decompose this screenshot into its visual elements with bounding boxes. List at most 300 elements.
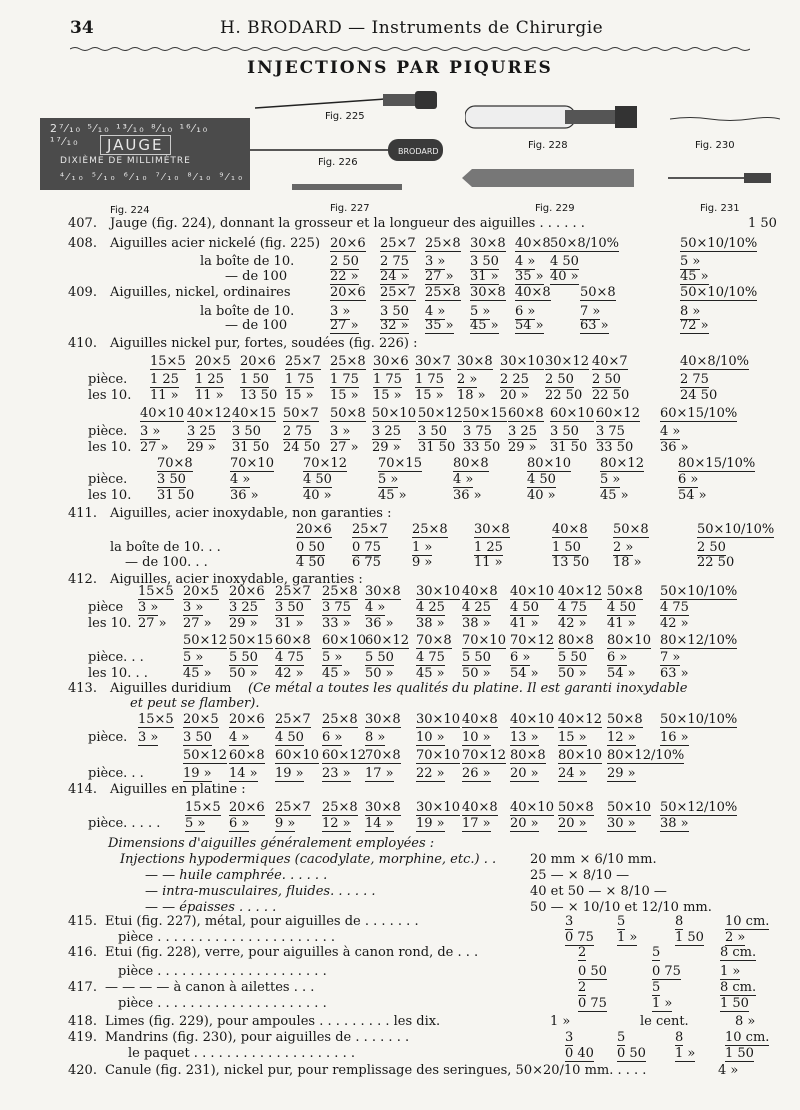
price-cell: 2 25 [500, 372, 529, 387]
size-cell: 30×12 [545, 354, 589, 369]
price-cell: 19 » [183, 766, 212, 781]
price-cell: 4 » [515, 254, 536, 269]
unit-label: les 10. [88, 388, 132, 403]
fig-226-label: Fig. 226 [318, 157, 358, 168]
price-cell: 18 » [457, 388, 486, 403]
size-cell: 80×10 [558, 748, 602, 763]
price-cell: 45 » [378, 488, 407, 503]
price-cell: 45 » [470, 318, 499, 333]
price-cell: 29 » [607, 766, 636, 781]
price-cell: 1 25 [474, 540, 503, 555]
price-cell: 45 » [680, 269, 709, 284]
fig-231-label: Fig. 231 [700, 203, 740, 214]
price-cell: 3 » [183, 600, 204, 615]
fig-230-label: Fig. 230 [695, 140, 735, 151]
unit-label: pièce. . . . . [88, 816, 161, 831]
price-cell: 0 50 [578, 964, 607, 979]
price-cell: 6 » [510, 650, 531, 665]
price-cell: 15 » [373, 388, 402, 403]
item-price: 4 » [718, 1063, 739, 1078]
item-description: Jauge (fig. 224), donnant la grosseur et la longueur des aiguilles . . . . . . [110, 216, 585, 231]
price-cell: 4 » [660, 424, 681, 439]
price-cell: 33 50 [596, 440, 634, 455]
price-cell: 41 » [607, 616, 636, 631]
price-cell: 0 75 [652, 964, 681, 979]
price-cell: 5 50 [558, 650, 587, 665]
size-cell: 70×10 [416, 748, 460, 763]
item-number: 418. [68, 1014, 97, 1029]
size-cell: 40×12 [558, 712, 602, 727]
item-number: 410. [68, 336, 97, 351]
price-cell: 4 50 [607, 600, 636, 615]
size-cell: 60×12 [365, 633, 409, 648]
price-cell: 15 » [558, 730, 587, 745]
unit-label: — de 100 [225, 318, 288, 333]
price-cell: 38 » [660, 816, 689, 831]
item-number: 412. [68, 572, 97, 587]
price-cell: 31 50 [232, 440, 270, 455]
price-cell: 27 » [140, 440, 169, 455]
size-cell: 60×8 [508, 406, 544, 421]
price-cell: 42 » [558, 616, 587, 631]
price-cell: 3 » [138, 730, 159, 745]
price-cell: 1 50 [240, 372, 269, 387]
size-cell: 5 [652, 945, 661, 960]
price-cell: 13 50 [552, 555, 590, 570]
price-cell: 27 » [330, 440, 359, 455]
price-cell: 4 50 [303, 472, 332, 487]
price-cell: 3 50 [183, 730, 212, 745]
size-cell: 50×10 [607, 800, 651, 815]
price-cell: 2 50 [330, 254, 359, 269]
price-cell: 36 » [453, 488, 482, 503]
price-cell: 36 » [230, 488, 259, 503]
size-cell: 25×7 [275, 584, 311, 599]
size-cell: 20×6 [229, 800, 265, 815]
price-cell: 5 » [378, 472, 399, 487]
item-number: 411. [68, 506, 97, 521]
size-cell: 5 [617, 914, 626, 929]
size-cell: 50×8 [330, 406, 366, 421]
price-cell: 54 » [607, 666, 636, 681]
dimension-size: 20 mm × 6/10 mm. [530, 852, 657, 867]
size-cell: 80×12/10% [607, 748, 685, 763]
size-cell: 25×7 [275, 800, 311, 815]
item-description: Etui (fig. 228), verre, pour aiguilles à canon rond, de . . . [105, 945, 479, 960]
price-cell: 45 » [183, 666, 212, 681]
size-cell: 40×8 [462, 800, 498, 815]
size-cell: 20×6 [330, 236, 366, 251]
size-cell: 50×8 [558, 800, 594, 815]
fig226-brand: BRODARD [398, 147, 439, 156]
price-cell: 9 » [412, 555, 433, 570]
fig-228-label: Fig. 228 [528, 140, 568, 151]
size-cell: 70×15 [378, 456, 422, 471]
price-cell: 27 » [425, 269, 454, 284]
price-cell: 9 » [275, 816, 296, 831]
price-cell: 27 » [183, 616, 212, 631]
price-cell: 26 » [462, 766, 491, 781]
size-cell: 25×7 [380, 285, 416, 300]
size-cell: 50×10/10% [680, 236, 758, 251]
price-cell: 1 75 [373, 372, 402, 387]
size-cell: 40×10 [510, 712, 554, 727]
running-title: H. BRODARD — Instruments de Chirurgie [220, 18, 604, 38]
price-cell: 3 » [330, 304, 351, 319]
size-cell: 70×10 [230, 456, 274, 471]
price-cell: 20 » [500, 388, 529, 403]
page-title: INJECTIONS PAR PIQURES [247, 58, 553, 78]
size-cell: 40×7 [592, 354, 628, 369]
price-cell: 0 40 [565, 1046, 594, 1061]
price-cell: 20 » [510, 766, 539, 781]
price-cell: 24 » [380, 269, 409, 284]
unit-label: les 10. [88, 488, 132, 503]
size-cell: 40×12 [558, 584, 602, 599]
size-cell: 25×8 [425, 285, 461, 300]
item-description: Aiguilles, acier inoxydable, garanties : [110, 572, 363, 587]
dimension-type: — — épaisses . . . . . [145, 900, 277, 915]
size-cell: 80×10 [607, 633, 651, 648]
fig-224-label: Fig. 224 [110, 205, 150, 216]
item-number: 419. [68, 1030, 97, 1045]
price-cell: 3 25 [508, 424, 537, 439]
size-cell: 25×8 [322, 712, 358, 727]
price-cell: 54 » [515, 318, 544, 333]
price-cell: 6 » [607, 650, 628, 665]
price-cell: 54 » [678, 488, 707, 503]
size-cell: 80×8 [558, 633, 594, 648]
price-cell: 63 » [660, 666, 689, 681]
price-cell: 8 » [365, 730, 386, 745]
item-description: — — — — à canon à ailettes . . . [105, 980, 315, 995]
unit-label: les 10. . . [88, 666, 148, 681]
price-cell: 0 50 [617, 1046, 646, 1061]
size-cell: 40×10 [510, 800, 554, 815]
size-cell: 40×8/10% [680, 354, 749, 369]
size-cell: 8 » [735, 1014, 756, 1029]
price-cell: 10 » [416, 730, 445, 745]
price-cell: 72 » [680, 318, 709, 333]
size-cell: 60×12 [596, 406, 640, 421]
price-cell: 4 » [365, 600, 386, 615]
price-cell: 4 50 [510, 600, 539, 615]
size-cell: 8 cm. [720, 945, 757, 960]
size-cell: 80×15/10% [678, 456, 756, 471]
price-cell: 5 » [322, 650, 343, 665]
price-cell: 5 » [183, 650, 204, 665]
size-cell: 50×8 [607, 584, 643, 599]
unit-label: pièce . . . . . . . . . . . . . . . . . . . . . [118, 996, 327, 1011]
size-cell: 50×10 [372, 406, 416, 421]
price-cell: 3 » [425, 254, 446, 269]
price-cell: 33 » [322, 616, 351, 631]
size-cell: 20×6 [330, 285, 366, 300]
price-cell: 40 » [303, 488, 332, 503]
size-cell: 50×12 [418, 406, 462, 421]
price-cell: 23 » [322, 766, 351, 781]
size-cell: 60×15/10% [660, 406, 738, 421]
price-cell: 11 » [150, 388, 179, 403]
price-cell: 2 » [457, 372, 478, 387]
price-cell: 31 50 [550, 440, 588, 455]
price-cell: 4 » [229, 730, 250, 745]
size-cell: 80×10 [527, 456, 571, 471]
item-description: Limes (fig. 229), pour ampoules . . . . . . . . . les dix. [105, 1014, 441, 1029]
size-cell: 80×12 [600, 456, 644, 471]
unit-label: pièce. . . [88, 766, 144, 781]
price-cell: 1 » [617, 930, 638, 945]
size-cell: 30×8 [365, 584, 401, 599]
price-cell: 29 » [508, 440, 537, 455]
price-cell: 38 » [416, 616, 445, 631]
price-cell: 1 » [720, 964, 741, 979]
item-note: (Ce métal a toutes les qualités du platine. Il est garanti inoxydable [248, 681, 688, 696]
size-cell: 40×10 [510, 584, 554, 599]
unit-label: — de 100. . . [125, 555, 208, 570]
size-cell: 25×8 [412, 522, 448, 537]
price-cell: 5 50 [365, 650, 394, 665]
price-cell: 3 50 [470, 254, 499, 269]
price-cell: 3 50 [550, 424, 579, 439]
size-cell: 30×10 [416, 712, 460, 727]
size-cell: 50×8/10% [550, 236, 619, 251]
price-cell: 1 25 [150, 372, 179, 387]
price-cell: 7 » [580, 304, 601, 319]
item-number: 408. [68, 236, 97, 251]
size-cell: 30×10 [416, 800, 460, 815]
price-cell: 36 » [365, 616, 394, 631]
price-cell: 4 » [425, 304, 446, 319]
price-cell: 24 50 [680, 388, 718, 403]
unit-label: la boîte de 10. [200, 254, 295, 269]
size-cell: 1 » [550, 1014, 571, 1029]
unit-label: pièce . . . . . . . . . . . . . . . . . . . . . . [118, 930, 335, 945]
price-cell: 45 » [600, 488, 629, 503]
price-cell: 12 » [322, 816, 351, 831]
price-cell: 4 25 [462, 600, 491, 615]
size-cell: 60×8 [275, 633, 311, 648]
unit-label: pièce. . . [88, 650, 144, 665]
size-cell: 8 cm. [720, 980, 757, 995]
size-cell: 8 [675, 1030, 684, 1045]
unit-label: pièce. [88, 424, 128, 439]
dimension-type: — — huile camphrée. . . . . . [145, 868, 328, 883]
needle-gauge-image: 2⁷⁄₁₀ ⁵⁄₁₀ ¹³⁄₁₀ ⁸⁄₁₀ ¹⁶⁄₁₀ ¹⁷⁄₁₀ JAUGE DIXIÈME DE MILLIMÈTRE ⁴⁄₁₀ ⁵⁄₁₀ ⁶⁄₁₀ ⁷⁄₁₀ ⁸⁄₁₀ ⁹⁄₁₀ [40, 118, 250, 190]
price-cell: 22 » [330, 269, 359, 284]
price-cell: 38 » [462, 616, 491, 631]
item-description: Aiguilles acier nickelé (fig. 225) [110, 236, 321, 251]
price-cell: 63 » [580, 318, 609, 333]
size-cell: 70×8 [365, 748, 401, 763]
price-cell: 8 » [680, 304, 701, 319]
size-cell: 80×12/10% [660, 633, 738, 648]
etui-fig228-image [465, 100, 640, 134]
price-cell: 5 » [600, 472, 621, 487]
price-cell: 0 75 [352, 540, 381, 555]
item-description: Canule (fig. 231), nickel pur, pour remplissage des seringues, 50×20/10 mm. . . . . [105, 1063, 647, 1078]
unit-label: la boîte de 10. . . [110, 540, 221, 555]
lime-fig229-image [462, 164, 637, 190]
price-cell: 5 50 [462, 650, 491, 665]
price-cell: 4 75 [275, 650, 304, 665]
size-cell: 30×8 [470, 285, 506, 300]
price-cell: 11 » [195, 388, 224, 403]
size-cell: 8 [675, 914, 684, 929]
price-cell: 2 50 [592, 372, 621, 387]
price-cell: 29 » [229, 616, 258, 631]
price-cell: 3 50 [157, 472, 186, 487]
size-cell: 50×8 [607, 712, 643, 727]
price-cell: 1 » [652, 996, 673, 1011]
size-cell: 2 [578, 945, 587, 960]
price-cell: 4 75 [558, 600, 587, 615]
price-cell: 29 » [187, 440, 216, 455]
price-cell: 19 » [275, 766, 304, 781]
price-cell: 1 25 [195, 372, 224, 387]
unit-label: pièce . . . . . . . . . . . . . . . . . . . . . [118, 964, 327, 979]
price-cell: 2 75 [283, 424, 312, 439]
size-cell: 25×8 [322, 800, 358, 815]
item-number: 409. [68, 285, 97, 300]
item-description: Mandrins (fig. 230), pour aiguilles de . . . . . . . [105, 1030, 410, 1045]
size-cell: 70×12 [303, 456, 347, 471]
price-cell: 22 » [416, 766, 445, 781]
price-cell: 4 » [230, 472, 251, 487]
price-cell: 1 50 [552, 540, 581, 555]
size-cell: 70×8 [416, 633, 452, 648]
unit-label: — de 100 [225, 269, 288, 284]
price-cell: 22 50 [697, 555, 735, 570]
dimension-size: 25 — × 8/10 — [530, 868, 630, 883]
size-cell: 50×10/10% [697, 522, 775, 537]
price-cell: 2 50 [697, 540, 726, 555]
price-cell: 1 75 [285, 372, 314, 387]
item-description: Aiguilles, acier inoxydable, non garanties : [110, 506, 392, 521]
size-cell: 15×5 [185, 800, 221, 815]
size-cell: 60×10 [275, 748, 319, 763]
size-cell: 25×7 [285, 354, 321, 369]
size-cell: 30×7 [415, 354, 451, 369]
size-cell: 70×8 [157, 456, 193, 471]
price-cell: 14 » [229, 766, 258, 781]
item-description: Aiguilles duridium [110, 681, 232, 696]
size-cell: 25×7 [275, 712, 311, 727]
size-cell: 50×12/10% [660, 800, 738, 815]
price-cell: 3 50 [418, 424, 447, 439]
price-cell: 14 » [365, 816, 394, 831]
price-cell: 17 » [365, 766, 394, 781]
size-cell: 30×10 [416, 584, 460, 599]
price-cell: 2 » [613, 540, 634, 555]
price-cell: 1 » [675, 1046, 696, 1061]
size-cell: 50×12 [183, 633, 227, 648]
dimension-type: — intra-musculaires, fluides. . . . . . [145, 884, 376, 899]
item-description: Aiguilles, nickel, ordinaires [110, 285, 291, 300]
price-cell: 50 » [558, 666, 587, 681]
price-cell: 36 » [660, 440, 689, 455]
price-cell: 22 50 [545, 388, 583, 403]
price-cell: 4 » [453, 472, 474, 487]
price-cell: 4 50 [296, 555, 325, 570]
size-cell: 20×6 [229, 584, 265, 599]
price-cell: 50 » [365, 666, 394, 681]
price-cell: 1 75 [415, 372, 444, 387]
price-cell: 5 50 [229, 650, 258, 665]
price-cell: 15 » [415, 388, 444, 403]
price-cell: 24 50 [283, 440, 321, 455]
unit-label: le paquet . . . . . . . . . . . . . . . . . . . . [128, 1046, 355, 1061]
price-cell: 3 50 [380, 304, 409, 319]
price-cell: 54 » [510, 666, 539, 681]
size-cell: 60×10 [322, 633, 366, 648]
price-cell: 42 » [275, 666, 304, 681]
item-number: 414. [68, 782, 97, 797]
fig-227-label: Fig. 227 [330, 203, 370, 214]
dimension-size: 40 et 50 — × 8/10 — [530, 884, 667, 899]
price-cell: 3 75 [322, 600, 351, 615]
price-cell: 1 » [412, 540, 433, 555]
price-cell: 12 » [607, 730, 636, 745]
price-cell: 6 » [229, 816, 250, 831]
price-cell: 11 » [474, 555, 503, 570]
price-cell: 32 » [380, 318, 409, 333]
size-cell: 50×10/10% [660, 712, 738, 727]
item-number: 413. [68, 681, 97, 696]
size-cell: 40×8 [462, 584, 498, 599]
unit-label: pièce. [88, 372, 128, 387]
price-cell: 3 25 [229, 600, 258, 615]
size-cell: 50×8 [613, 522, 649, 537]
size-cell: 40×8 [462, 712, 498, 727]
price-cell: 2 » [725, 930, 746, 945]
size-cell: 30×8 [365, 800, 401, 815]
size-cell: 10 cm. [725, 914, 770, 929]
price-cell: 19 » [416, 816, 445, 831]
size-cell: 50×15 [463, 406, 507, 421]
item-description: Aiguilles en platine : [110, 782, 246, 797]
price-cell: 35 » [425, 318, 454, 333]
price-cell: 3 50 [275, 600, 304, 615]
size-cell: 40×15 [232, 406, 276, 421]
item-number: 417. [68, 980, 97, 995]
price-cell: 3 » [140, 424, 161, 439]
price-cell: 1 50 [675, 930, 704, 945]
size-cell: 80×8 [510, 748, 546, 763]
item-number: 407. [68, 216, 97, 231]
size-cell: 40×8 [552, 522, 588, 537]
unit-label: la boîte de 10. [200, 304, 295, 319]
size-cell: 70×10 [462, 633, 506, 648]
size-cell: 40×8 [515, 285, 551, 300]
size-cell: 50×15 [229, 633, 273, 648]
size-cell: 80×8 [453, 456, 489, 471]
size-cell: 30×8 [365, 712, 401, 727]
price-cell: 6 » [678, 472, 699, 487]
price-cell: 18 » [613, 555, 642, 570]
price-cell: 31 » [275, 616, 304, 631]
size-cell: 3 [565, 914, 574, 929]
unit-label: les 10. [88, 440, 132, 455]
price-cell: 29 » [372, 440, 401, 455]
item-price: 1 50 [748, 216, 777, 231]
item-number: 420. [68, 1063, 97, 1078]
price-cell: 20 » [510, 816, 539, 831]
size-cell: 40×10 [140, 406, 184, 421]
size-cell: 10 cm. [725, 1030, 770, 1045]
wavy-rule [70, 46, 750, 52]
price-cell: 4 75 [660, 600, 689, 615]
